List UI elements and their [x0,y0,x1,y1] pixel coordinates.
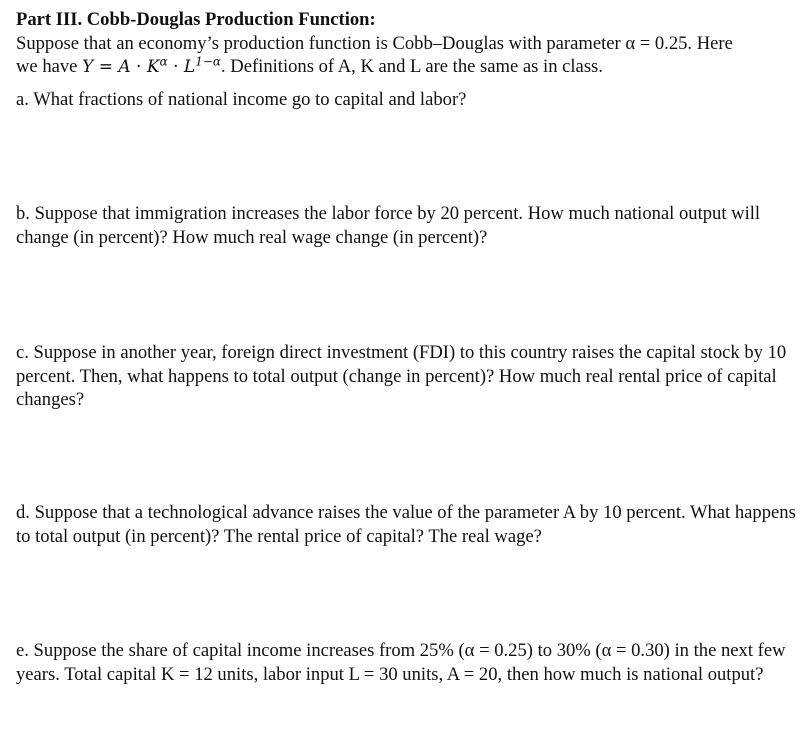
intro-line-2-prefix: we have [16,56,83,77]
formula-L: L [183,57,196,77]
formula-K: K [146,57,160,77]
section-heading: Part III. Cobb-Douglas Production Function: [16,9,376,30]
formula-L-exponent: 1−α [195,54,221,69]
formula-K-exponent: α [159,54,168,69]
intro-line-1: Suppose that an economy’s production function is Cobb–Douglas with parameter α = 0.25. Here [16,32,733,54]
question-b: b. Suppose that immigration increases the labor force by 20 percent. How much national output will change (in percent)? How much real wage change (in percent)? [16,203,761,248]
question-c: c. Suppose in another year, foreign direct investment (FDI) to this country raises the capital stock by 10 percent. Then, what happens to total output (change in percent)? How much real rental price of capital changes? [16,342,787,410]
intro-paragraph [16,32,800,80]
formula-A: A [118,57,131,77]
question-a: a. What fractions of national income go to capital and labor? [16,89,467,110]
production-function-formula [82,54,221,77]
formula-Y: Y [82,57,94,77]
document-page [16,8,800,685]
question-e: e. Suppose the share of capital income increases from 25% (α = 0.25) to 30% (α = 0.30) in the next few years. Total capital K = 12 units, labor input L = 30 units, A = 20, then how much is national output? [16,640,786,685]
question-d: d. Suppose that a technological advance raises the value of the parameter A by 10 percent. What happens to total output (in percent)? The rental price of capital? The real wage? [16,502,796,547]
formula-dot-1: · [130,57,147,77]
formula-equals: = [93,57,119,77]
formula-dot-2: · [167,57,184,77]
intro-line-2-suffix: . Definitions of A, K and L are the same as in class. [221,56,603,77]
